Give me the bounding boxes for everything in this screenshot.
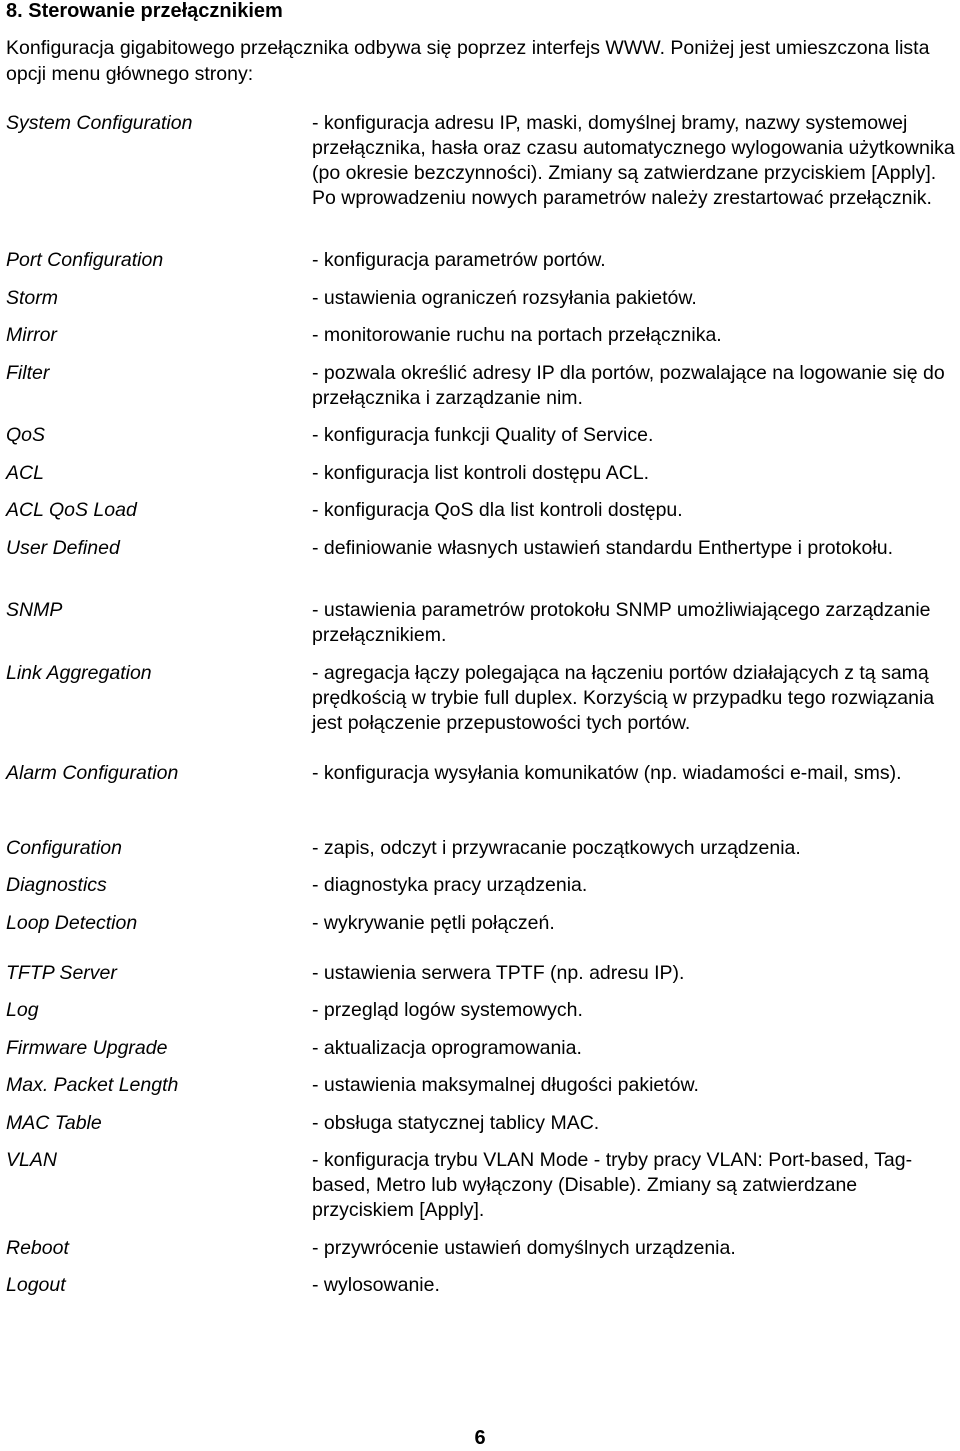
menu-description: - ustawienia ograniczeń rozsyłania pakietów. [312,287,697,309]
menu-name: Loop Detection [6,912,138,934]
menu-name: Diagnostics [6,874,107,896]
menu-name: Port Configuration [6,249,164,271]
menu-name: System Configuration [6,112,193,134]
menu-description: - zapis, odczyt i przywracanie początkowych urządzenia. [312,837,801,859]
menu-description: - ustawienia maksymalnej długości pakietów. [312,1074,699,1096]
menu-name: ACL [6,462,44,484]
menu-name: User Defined [6,537,120,559]
menu-name: ACL QoS Load [6,499,137,521]
menu-description: - monitorowanie ruchu na portach przełącznika. [312,324,722,346]
menu-name: MAC Table [6,1112,102,1134]
menu-description: - diagnostyka pracy urządzenia. [312,874,588,896]
page-number: 6 [474,1427,486,1449]
menu-description: - pozwala określić adresy IP dla portów, pozwalające na logowanie się do przełącznika i zarządzanie nim. [312,362,945,409]
menu-description: - konfiguracja list kontroli dostępu ACL. [312,462,650,484]
menu-name: Link Aggregation [6,662,152,684]
menu-name: Filter [6,362,50,384]
menu-description: - przywrócenie ustawień domyślnych urządzenia. [312,1237,736,1259]
menu-name: SNMP [6,599,63,621]
menu-name: Max. Packet Length [6,1074,179,1096]
menu-description: - konfiguracja adresu IP, maski, domyślnej bramy, nazwy systemowej przełącznika, hasła oraz czasu automatycznego wylogowania użytkownika (po okresie bezczynności). Zmiany są zatwierdzane przyciskiem [Apply]. Po wprowadzeniu nowych parametrów należy zrestartować przełącznik. [312,112,955,209]
menu-description: - ustawienia serwera TPTF (np. adresu IP). [312,962,685,984]
menu-name: Log [6,999,39,1021]
intro-paragraph: Konfiguracja gigabitowego przełącznika odbywa się poprzez interfejs WWW. Poniżej jest umieszczona lista opcji menu głównego strony: [6,37,930,85]
document-page [6,0,954,1450]
menu-description: - konfiguracja funkcji Quality of Service. [312,424,654,446]
menu-description: - obsługa statycznej tablicy MAC. [312,1112,600,1134]
menu-description: - przegląd logów systemowych. [312,999,583,1021]
menu-name: VLAN [6,1149,57,1171]
menu-name: Firmware Upgrade [6,1037,168,1059]
menu-description: - agregacja łączy polegająca na łączeniu portów działających z tą samą prędkością w trybie full duplex. Korzyścią w przypadku tego rozwiązania jest połączenie przepustowości tych portów. [312,662,935,734]
menu-description: - definiowanie własnych ustawień standardu Enthertype i protokołu. [312,537,894,559]
menu-description: - konfiguracja parametrów portów. [312,249,606,271]
menu-name: Storm [6,287,59,309]
menu-name: Configuration [6,837,122,859]
menu-description: - konfiguracja wysyłania komunikatów (np. wiadamości e-mail, sms). [312,762,902,784]
menu-description: - ustawienia parametrów protokołu SNMP umożliwiającego zarządzanie przełącznikiem. [312,599,931,646]
menu-name: Reboot [6,1237,69,1259]
menu-name: Alarm Configuration [6,762,179,784]
menu-name: QoS [6,424,46,446]
menu-name: TFTP Server [6,962,117,984]
menu-description: - wylosowanie. [312,1274,440,1296]
menu-description: - wykrywanie pętli połączeń. [312,912,555,934]
section-title: 8. Sterowanie przełącznikiem [6,0,283,22]
menu-description: - konfiguracja QoS dla list kontroli dostępu. [312,499,683,521]
menu-name: Mirror [6,324,57,346]
menu-name: Logout [6,1274,66,1296]
menu-description: - konfiguracja trybu VLAN Mode - tryby pracy VLAN: Port-based, Tag-based, Metro lub wyłączony (Disable). Zmiany są zatwierdzane przyciskiem [Apply]. [312,1149,913,1221]
menu-description: - aktualizacja oprogramowania. [312,1037,582,1059]
